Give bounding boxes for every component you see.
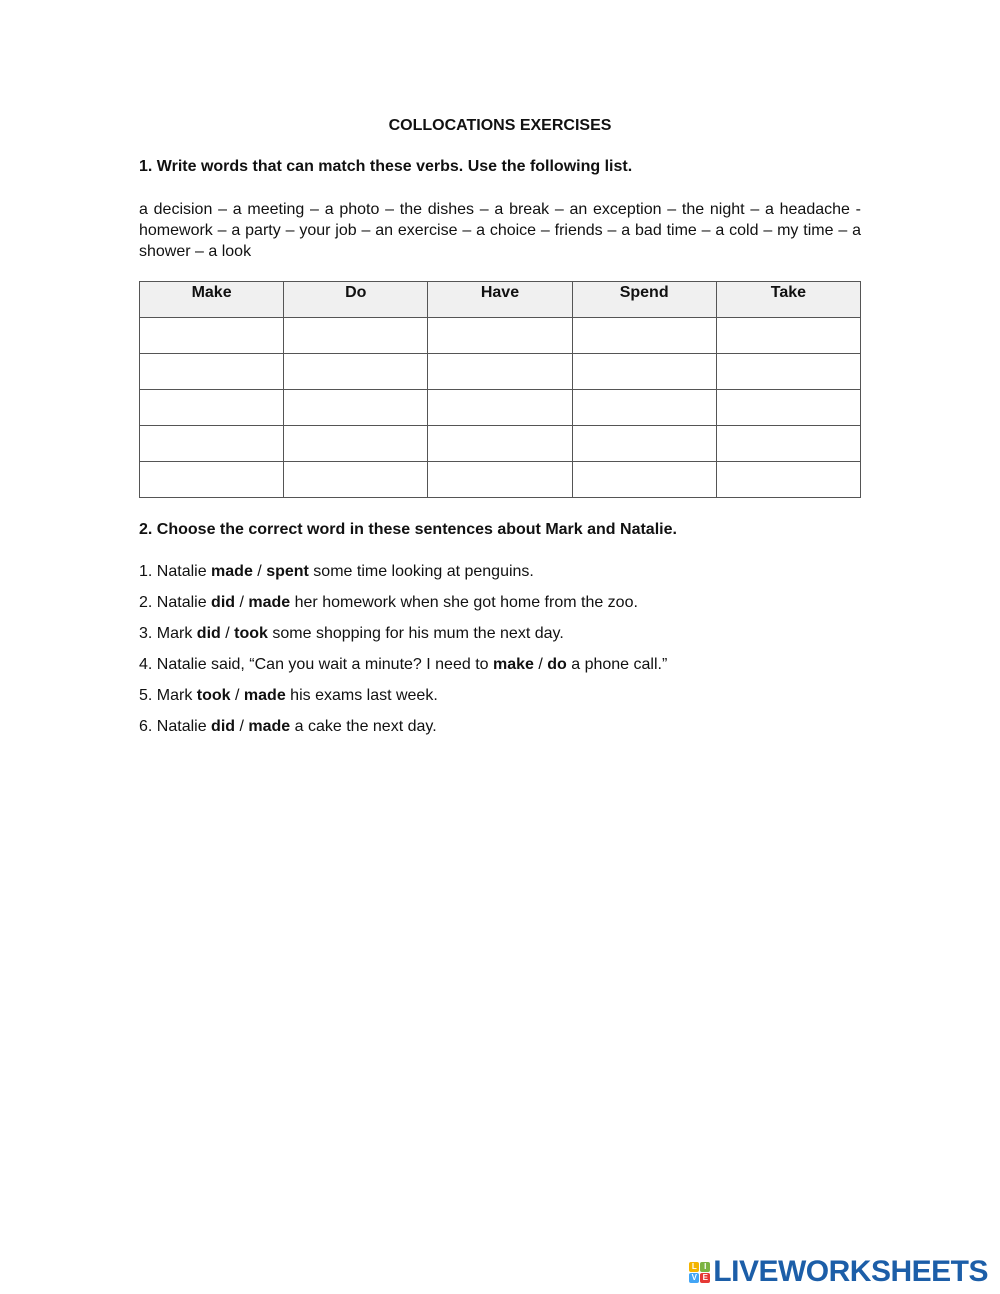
logo-block: L <box>689 1262 699 1272</box>
option-1[interactable]: made <box>211 563 253 580</box>
table-row <box>140 354 861 390</box>
option-2[interactable]: made <box>248 718 291 735</box>
option-separator: / <box>230 687 244 704</box>
column-header-have: Have <box>428 282 572 318</box>
sentence-text-before: Natalie said, “Can you wait a minute? I need to <box>156 656 493 673</box>
answer-cell-take[interactable] <box>716 318 860 354</box>
sentence-text-before: Mark <box>156 625 197 642</box>
column-header-do: Do <box>284 282 428 318</box>
logo-block: V <box>689 1273 699 1283</box>
sentence-item <box>139 717 667 748</box>
answer-cell-have[interactable] <box>428 426 572 462</box>
sentence-text-before: Natalie <box>156 718 212 735</box>
option-separator: / <box>252 563 267 580</box>
sentence-number: 3. <box>139 625 153 642</box>
option-1[interactable]: did <box>211 718 236 735</box>
answer-cell-make[interactable] <box>140 426 284 462</box>
logo-block: I <box>700 1262 710 1272</box>
exercise-2-heading: 2. Choose the correct word in these sentences about Mark and Natalie. <box>139 521 677 538</box>
answer-cell-make[interactable] <box>140 390 284 426</box>
option-1[interactable]: did <box>196 625 221 642</box>
logo-icon <box>689 1262 710 1283</box>
sentence-text-after: his exams last week. <box>285 687 438 704</box>
table-row <box>140 390 861 426</box>
answer-cell-make[interactable] <box>140 354 284 390</box>
option-1[interactable]: make <box>492 656 534 673</box>
answer-cell-make[interactable] <box>140 318 284 354</box>
option-2[interactable]: do <box>547 656 567 673</box>
sentence-text-before: Natalie <box>156 594 212 611</box>
option-separator: / <box>235 718 249 735</box>
answer-cell-spend[interactable] <box>572 426 716 462</box>
sentence-number: 2. <box>139 594 153 611</box>
answer-cell-spend[interactable] <box>572 390 716 426</box>
answer-cell-take[interactable] <box>716 354 860 390</box>
answer-cell-have[interactable] <box>428 354 572 390</box>
sentence-item <box>139 686 667 717</box>
answer-cell-have[interactable] <box>428 390 572 426</box>
sentence-text-after: her homework when she got home from the zoo. <box>290 594 638 611</box>
answer-cell-do[interactable] <box>284 318 428 354</box>
page-title: COLLOCATIONS EXERCISES <box>388 117 612 134</box>
column-header-spend: Spend <box>572 282 716 318</box>
exercise-1-heading: 1. Write words that can match these verbs. Use the following list. <box>139 158 633 175</box>
table-row <box>140 318 861 354</box>
word-list: a decision – a meeting – a photo – the dishes – a break – an exception – the night – a headache - homework – a party – your job – an exercise – a choice – friends – a bad time – a cold – my time – a shower – a look <box>139 201 861 260</box>
sentence-item <box>139 624 667 655</box>
column-header-make: Make <box>140 282 284 318</box>
sentence-item <box>139 655 667 686</box>
answer-cell-take[interactable] <box>716 390 860 426</box>
logo-text: LIVEWORKSHEETS <box>713 1255 988 1288</box>
answer-cell-do[interactable] <box>284 390 428 426</box>
option-2[interactable]: took <box>234 625 268 642</box>
answer-cell-spend[interactable] <box>572 462 716 498</box>
sentence-number: 1. <box>139 563 153 580</box>
sentence-text-after: a cake the next day. <box>290 718 437 735</box>
option-separator: / <box>235 594 249 611</box>
table-header-row <box>140 282 861 318</box>
sentence-text-before: Mark <box>156 687 197 704</box>
sentence-number: 6. <box>139 718 153 735</box>
answer-cell-make[interactable] <box>140 462 284 498</box>
sentence-list <box>139 562 667 748</box>
option-separator: / <box>220 625 235 642</box>
option-2[interactable]: spent <box>266 563 309 580</box>
answer-cell-spend[interactable] <box>572 354 716 390</box>
answer-cell-spend[interactable] <box>572 318 716 354</box>
answer-cell-do[interactable] <box>284 426 428 462</box>
logo-block: E <box>700 1273 710 1283</box>
column-header-take: Take <box>716 282 860 318</box>
option-2[interactable]: made <box>248 594 291 611</box>
sentence-item <box>139 562 667 593</box>
sentence-number: 5. <box>139 687 153 704</box>
answer-cell-take[interactable] <box>716 426 860 462</box>
table-row <box>140 426 861 462</box>
sentence-text-after: some shopping for his mum the next day. <box>267 625 564 642</box>
sentence-text-before: Natalie <box>156 563 212 580</box>
answer-cell-have[interactable] <box>428 318 572 354</box>
answer-cell-have[interactable] <box>428 462 572 498</box>
sentence-text-after: some time looking at penguins. <box>308 563 534 580</box>
answer-cell-take[interactable] <box>716 462 860 498</box>
option-1[interactable]: did <box>211 594 236 611</box>
sentence-text-after: a phone call.” <box>566 656 668 673</box>
liveworksheets-logo <box>689 1255 988 1289</box>
sentence-item <box>139 593 667 624</box>
answer-cell-do[interactable] <box>284 354 428 390</box>
answer-cell-do[interactable] <box>284 462 428 498</box>
sentence-number: 4. <box>139 656 153 673</box>
option-separator: / <box>533 656 548 673</box>
option-2[interactable]: made <box>243 687 286 704</box>
table-row <box>140 462 861 498</box>
collocation-table <box>139 281 861 498</box>
option-1[interactable]: took <box>196 687 231 704</box>
